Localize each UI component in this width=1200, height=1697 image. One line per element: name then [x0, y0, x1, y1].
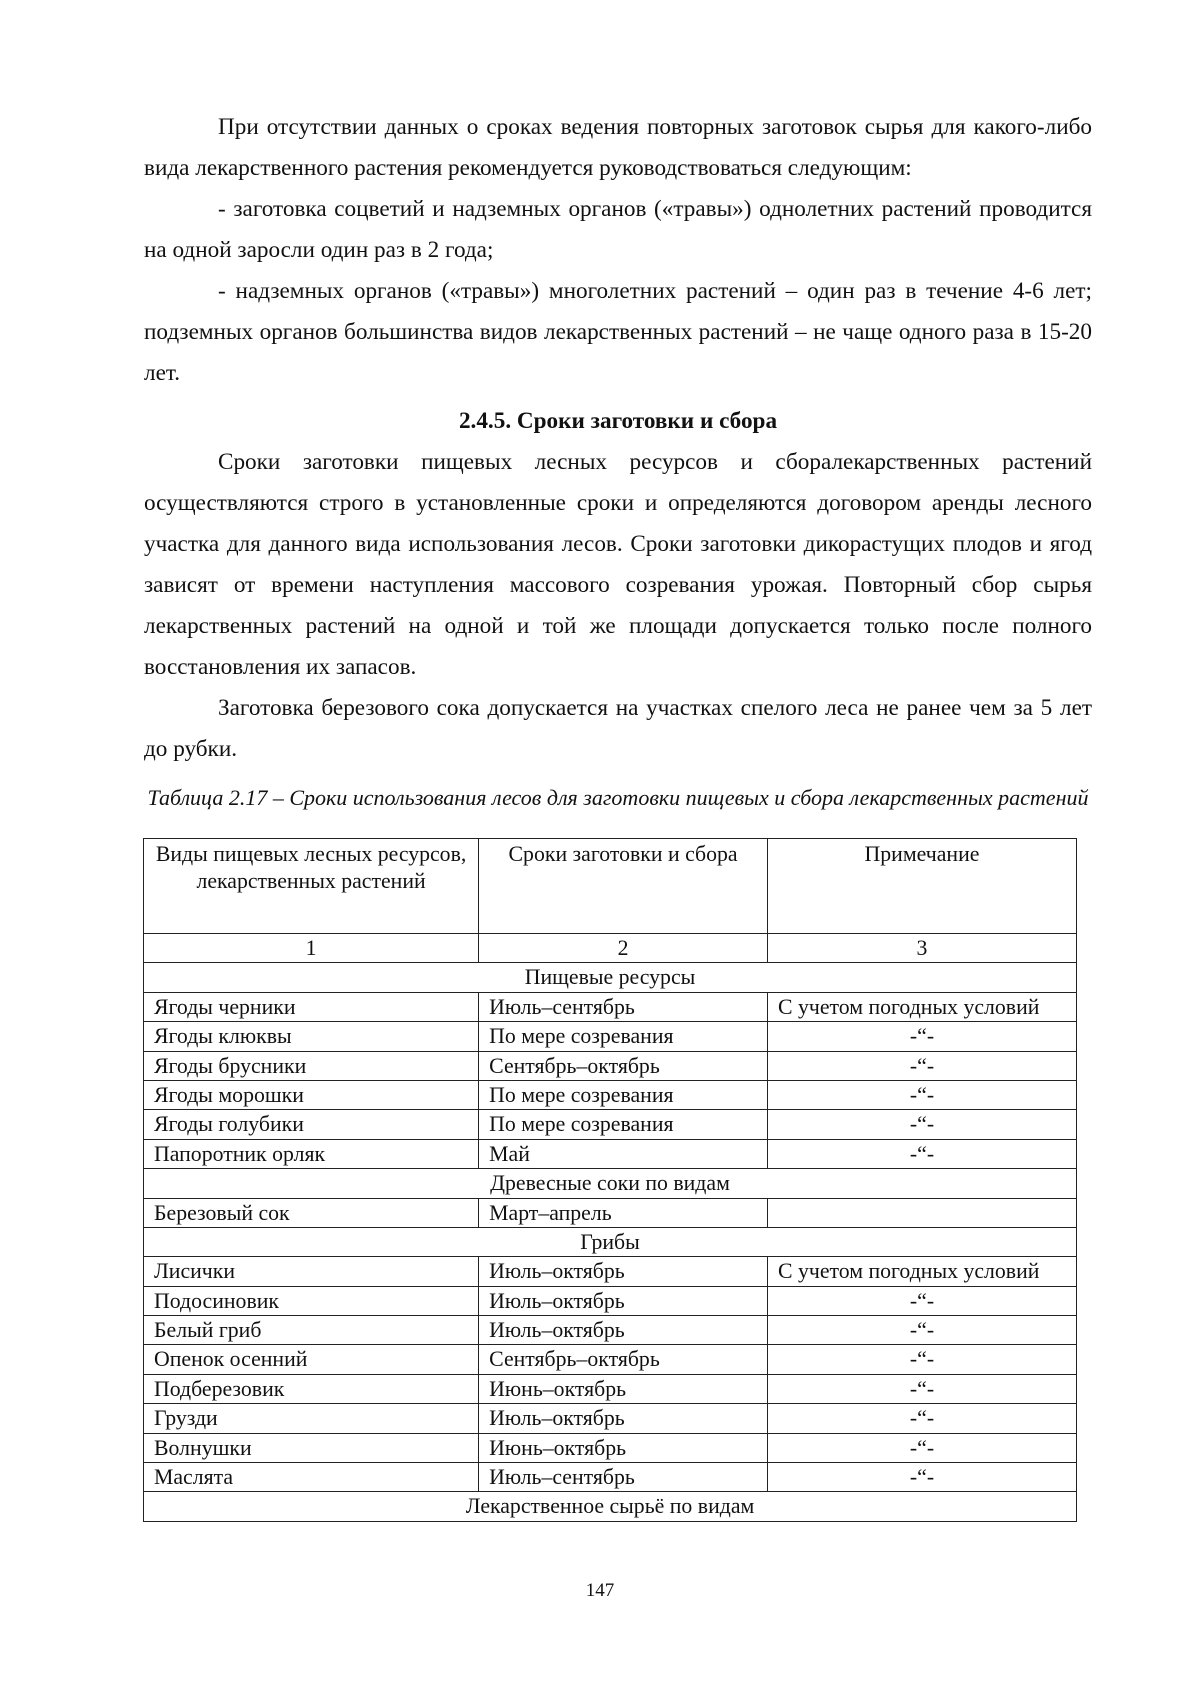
section-title: Лекарственное сырьё по видам [144, 1492, 1077, 1521]
table-row [144, 1051, 1077, 1080]
harvest-period-cell: По мере созревания [479, 1110, 768, 1139]
note-cell: -“- [767, 1022, 1076, 1051]
column-number: 3 [767, 934, 1076, 963]
section-heading: 2.4.5. Сроки заготовки и сбора [458, 408, 778, 434]
column-number: 1 [144, 934, 479, 963]
column-number-row [144, 934, 1077, 963]
paragraph: Сроки заготовки пищевых лесных ресурсов и сборалекарственных растений осуществляются строго в установленные сроки и определяются договором аренды лесного участка для данного вида использования лесов. Сроки заготовки дикорастущих плодов и ягод зависят от времени наступления массового созревания урожая. Повторный сбор сырья лекарственных растений на одной и той же площади допускается только после полного восстановления их запасов. [144, 449, 1092, 680]
note-cell: -“- [767, 1316, 1076, 1345]
resource-name-cell: Березовый сок [144, 1198, 479, 1227]
harvest-period-cell: Июль–октябрь [479, 1286, 768, 1315]
table-row [144, 992, 1077, 1021]
table-header-row [144, 839, 1077, 934]
note-cell: -“- [767, 1286, 1076, 1315]
harvest-period-cell: Сентябрь–октябрь [479, 1051, 768, 1080]
resource-name-cell: Папоротник орляк [144, 1139, 479, 1168]
section-title: Пищевые ресурсы [144, 963, 1077, 992]
resource-name-cell: Опенок осенний [144, 1345, 479, 1374]
harvest-period-cell: Июль–октябрь [479, 1316, 768, 1345]
column-number: 2 [479, 934, 768, 963]
resource-name-cell: Лисички [144, 1257, 479, 1286]
harvest-periods-table [143, 838, 1077, 1522]
section-title: Грибы [144, 1227, 1077, 1256]
table-row [144, 1022, 1077, 1051]
harvest-period-cell: Июль–сентябрь [479, 992, 768, 1021]
note-cell: -“- [767, 1110, 1076, 1139]
table-section-row [144, 1492, 1077, 1521]
resource-name-cell: Белый гриб [144, 1316, 479, 1345]
table-row [144, 1139, 1077, 1168]
table-row [144, 1080, 1077, 1109]
paragraph: - заготовка соцветий и надземных органов («травы») однолетних растений проводится на одной заросли один раз в 2 года; [144, 196, 1092, 263]
note-cell: -“- [767, 1080, 1076, 1109]
resource-name-cell: Ягоды морошки [144, 1080, 479, 1109]
harvest-period-cell: Июль–октябрь [479, 1404, 768, 1433]
table-caption: Таблица 2.17 – Сроки использования лесов для заготовки пищевых и сбора лекарственных растений [147, 785, 1089, 810]
table-row [144, 1345, 1077, 1374]
resource-name-cell: Подберезовик [144, 1374, 479, 1403]
harvest-period-cell: Сентябрь–октябрь [479, 1345, 768, 1374]
note-cell: -“- [767, 1139, 1076, 1168]
note-cell: С учетом погодных условий [767, 992, 1076, 1021]
note-cell: -“- [767, 1404, 1076, 1433]
resource-name-cell: Волнушки [144, 1433, 479, 1462]
section-text [144, 442, 1092, 770]
harvest-period-cell: Март–апрель [479, 1198, 768, 1227]
note-cell: -“- [767, 1433, 1076, 1462]
table-row [144, 1404, 1077, 1433]
paragraph: При отсутствии данных о сроках ведения повторных заготовок сырья для какого-либо вида лекарственного растения рекомендуется руководствоваться следующим: [144, 114, 1092, 181]
harvest-period-cell: Июль–октябрь [479, 1257, 768, 1286]
table-section-row [144, 1169, 1077, 1198]
section-title: Древесные соки по видам [144, 1169, 1077, 1198]
intro-text [144, 107, 1092, 394]
harvest-period-cell: По мере созревания [479, 1022, 768, 1051]
table-row [144, 1316, 1077, 1345]
table-row [144, 1110, 1077, 1139]
note-cell: -“- [767, 1051, 1076, 1080]
table-row [144, 1257, 1077, 1286]
harvest-period-cell: По мере созревания [479, 1080, 768, 1109]
resource-name-cell: Ягоды голубики [144, 1110, 479, 1139]
table-row [144, 1198, 1077, 1227]
harvest-period-cell: Июнь–октябрь [479, 1374, 768, 1403]
note-cell: С учетом погодных условий [767, 1257, 1076, 1286]
note-cell: -“- [767, 1374, 1076, 1403]
table-section-row [144, 1227, 1077, 1256]
table-row [144, 1286, 1077, 1315]
note-cell: -“- [767, 1463, 1076, 1492]
table-row [144, 1433, 1077, 1462]
harvest-period-cell: Май [479, 1139, 768, 1168]
table-row [144, 1374, 1077, 1403]
resource-name-cell: Маслята [144, 1463, 479, 1492]
harvest-period-cell: Июнь–октябрь [479, 1433, 768, 1462]
resource-name-cell: Ягоды брусники [144, 1051, 479, 1080]
resource-name-cell: Ягоды черники [144, 992, 479, 1021]
column-header: Примечание [767, 839, 1076, 934]
resource-name-cell: Ягоды клюквы [144, 1022, 479, 1051]
column-header: Виды пищевых лесных ресурсов, лекарственных растений [144, 839, 479, 934]
table-row [144, 1463, 1077, 1492]
note-cell: -“- [767, 1345, 1076, 1374]
table-section-row [144, 963, 1077, 992]
column-header: Сроки заготовки и сбора [479, 839, 768, 934]
note-cell [767, 1198, 1076, 1227]
harvest-period-cell: Июль–сентябрь [479, 1463, 768, 1492]
resource-name-cell: Грузди [144, 1404, 479, 1433]
paragraph: Заготовка березового сока допускается на участках спелого леса не ранее чем за 5 лет до рубки. [144, 695, 1092, 762]
paragraph: - надземных органов («травы») многолетних растений – один раз в течение 4-6 лет; подземных органов большинства видов лекарственных растений – не чаще одного раза в 15-20 лет. [144, 278, 1092, 386]
page-number: 147 [585, 1580, 615, 1601]
resource-name-cell: Подосиновик [144, 1286, 479, 1315]
